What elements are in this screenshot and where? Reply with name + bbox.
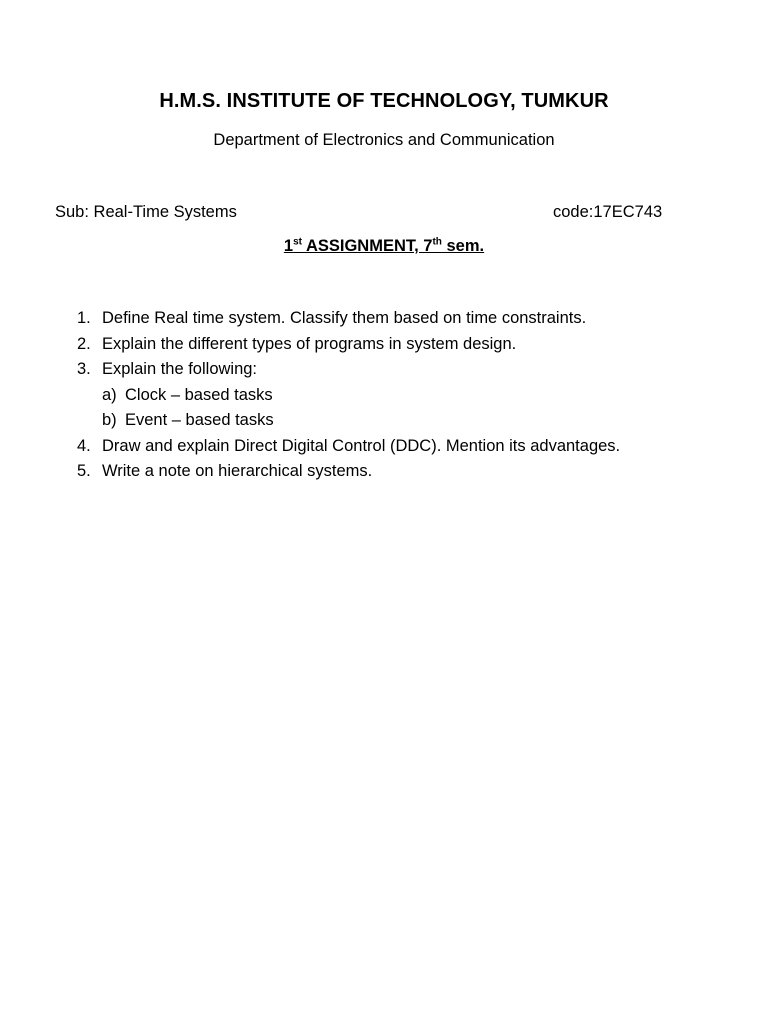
institute-title: H.M.S. INSTITUTE OF TECHNOLOGY, TUMKUR — [159, 90, 609, 112]
assignment-number: 1 — [283, 237, 294, 255]
question-number: 1. — [77, 309, 91, 327]
question-number: 3. — [77, 360, 91, 378]
question-text: Draw and explain Direct Digital Control (DDC). Mention its advantages. — [102, 436, 621, 455]
question-number: 2. — [77, 334, 91, 353]
department-name: Department of Electronics and Communication — [213, 131, 555, 149]
question-number: 4. — [77, 436, 91, 455]
subquestion-number: b) — [102, 411, 117, 429]
assignment-title — [0, 237, 768, 256]
assignment-number-suffix: st — [293, 236, 302, 248]
subquestion-number: a) — [102, 385, 117, 404]
question-text: Explain the following: — [102, 360, 258, 378]
question-text: Define Real time system. Classify them based on time constraints. — [102, 309, 587, 327]
assignment-title-underlined — [284, 237, 484, 255]
question-text: Write a note on hierarchical systems. — [102, 462, 373, 480]
subject-line: Sub: Real-Time Systems — [55, 203, 237, 221]
semester-suffix: th — [432, 236, 442, 248]
question-text: Explain the different types of programs in system design. — [102, 334, 517, 353]
assignment-sem-label: sem. — [441, 237, 485, 255]
subquestion-text: Clock – based tasks — [125, 385, 273, 404]
assignment-label: ASSIGNMENT, 7 — [301, 237, 433, 255]
course-code: code:17EC743 — [553, 203, 663, 221]
question-number: 5. — [77, 462, 91, 480]
subquestion-text: Event – based tasks — [125, 411, 274, 429]
